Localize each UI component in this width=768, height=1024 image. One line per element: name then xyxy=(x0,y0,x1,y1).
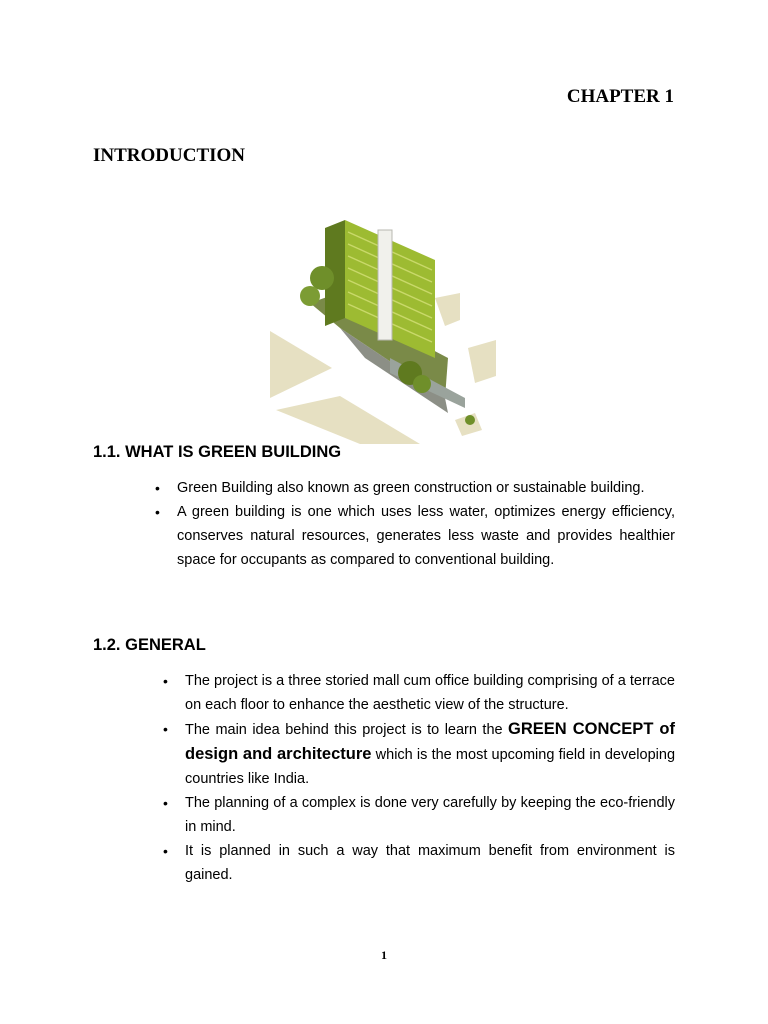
page-title: INTRODUCTION xyxy=(93,145,246,166)
tree-icon xyxy=(413,375,431,393)
tree-icon xyxy=(310,266,334,290)
tree-icon xyxy=(465,415,475,425)
green-building-illustration xyxy=(270,208,496,444)
section-heading-general: 1.2. GENERAL xyxy=(93,636,206,654)
tree-icon xyxy=(300,286,320,306)
list-item-text: which is the most upcoming field in developing countries like India. xyxy=(185,747,676,787)
ground-plate-left xyxy=(270,331,332,398)
list-item: • The planning of a complex is done very carefully by keeping the eco-friendly in mind. xyxy=(185,791,675,839)
list-item-text: The main idea behind this project is to learn the xyxy=(185,722,509,738)
list-item: • A green building is one which uses less water, optimizes energy efficiency, conserves natural resources, generates less waste and provides healthier space for occupants as compared to conventional building. xyxy=(177,500,675,572)
list-item: • It is planned in such a way that maximum benefit from environment is gained. xyxy=(185,839,675,887)
section-heading-green-building: 1.1. WHAT IS GREEN BUILDING xyxy=(93,443,342,461)
ground-plate-bottom xyxy=(276,396,420,444)
core-column xyxy=(378,230,392,340)
ground-plate-right-top xyxy=(435,293,460,326)
ground-plate-right xyxy=(468,340,496,383)
list-item: • Green Building also known as green construction or sustainable building. xyxy=(177,476,675,500)
general-list xyxy=(185,669,675,887)
green-building-list xyxy=(177,476,675,572)
building-drawing xyxy=(270,208,496,444)
page-number: 1 xyxy=(381,948,387,962)
list-item: • The project is a three storied mall cum office building comprising of a terrace on each floor to enhance the aesthetic view of the structure. xyxy=(185,669,675,717)
emphasis-text: GREEN CONCEPT of design and architecture xyxy=(185,720,675,763)
chapter-label: CHAPTER 1 xyxy=(566,86,674,107)
list-item xyxy=(185,717,675,791)
